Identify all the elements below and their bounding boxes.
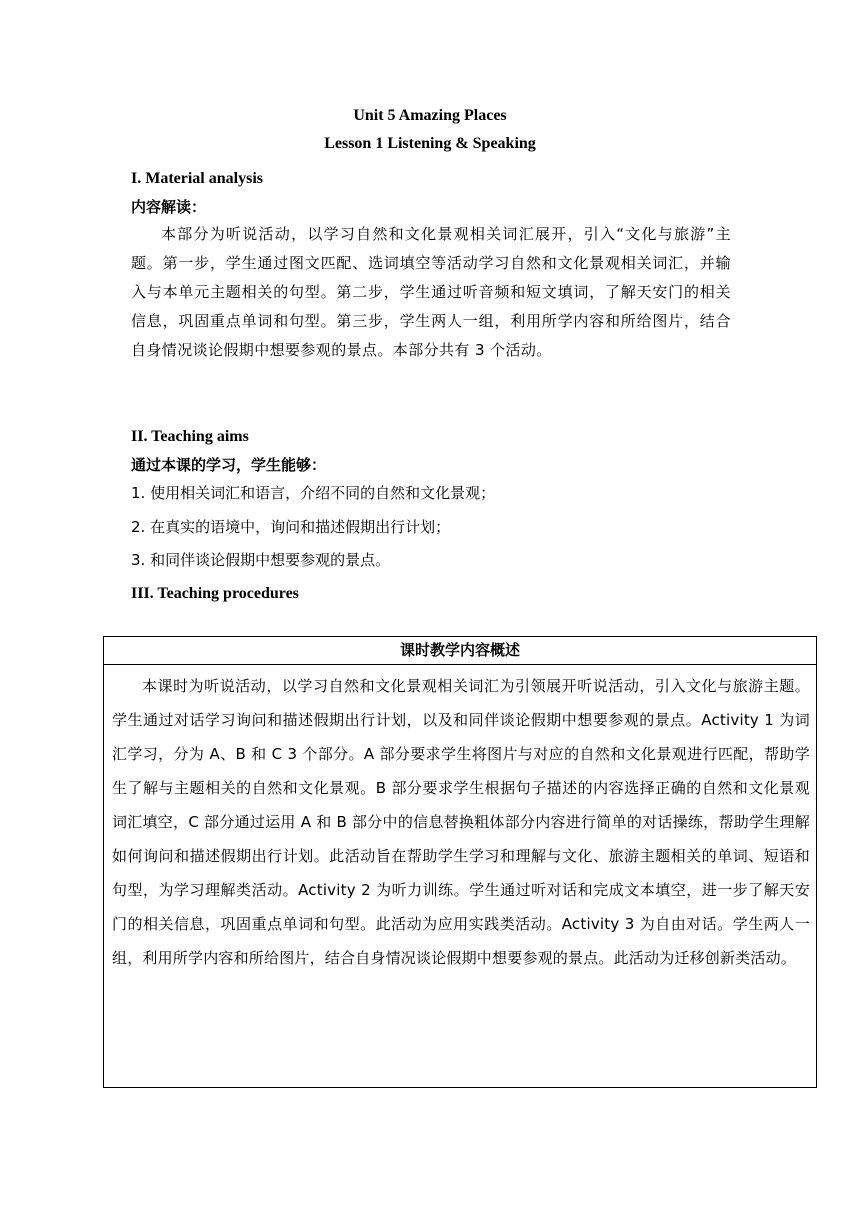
aim-item: 3. 和同伴谈论假期中想要参观的景点。 [131,551,391,569]
section-heading-material-analysis: I. Material analysis [131,170,263,187]
lesson-title: Lesson 1 Listening & Speaking [324,135,536,152]
section-heading-teaching-aims: II. Teaching aims [131,428,249,445]
material-analysis-paragraph: 本部分为听说活动，以学习自然和文化景观相关词汇展开，引入“文化与旅游”主题。第一步，学生通过图文匹配、选词填空等活动学习自然和文化景观相关词汇，并输入与本单元主题相关的句型。第二步，学生通过听音频和短文填词，了解天安门的相关信息，巩固重点单词和句型。第三步，学生两人一组，利用所学内容和所给图片，结合自身情况谈论假期中想要参观的景点。本部分共有 3 个活动。 [131,225,731,359]
aim-item: 2. 在真实的语境中，询问和描述假期出行计划； [131,518,451,536]
unit-title: Unit 5 Amazing Places [353,107,507,124]
section-subheading-content: 内容解读： [131,198,207,216]
aim-item: 1. 使用相关词汇和语言，介绍不同的自然和文化景观； [131,484,496,502]
content-summary-table [103,636,817,1088]
section-heading-teaching-procedures: III. Teaching procedures [131,585,299,602]
table-body-text: 本课时为听说活动，以学习自然和文化景观相关词汇为引领展开听说活动，引入文化与旅游主题。学生通过对话学习询问和描述假期出行计划，以及和同伴谈论假期中想要参观的景点。Activity 1 为词汇学习，分为 A、B 和 C 3 个部分。A 部分要求学生将图片与对应的自然和文化景观进行匹配，帮助学生了解与主题相关的自然和文化景观。B 部分要求学生根据句子描述的内容选择正确的自然和文化景观词汇填空，C 部分通过运用 A 和 B 部分中的信息替换粗体部分内容进行简单的对话操练，帮助学生理解如何询问和描述假期出行计划。此活动旨在帮助学生学习和理解与文化、旅游主题相关的单词、短语和句型，为学习理解类活动。Activity 2 为听力训练。学生通过听对话和完成文本填空，进一步了解天安门的相关信息，巩固重点单词和句型。此活动为应用实践类活动。Activity 3 为自由对话。学生两人一组，利用所学内容和所给图片，结合自身情况谈论假期中想要参观的景点。此活动为迁移创新类活动。 [112,677,810,967]
section-subheading-aims: 通过本课的学习，学生能够： [131,456,327,474]
table-header: 课时教学内容概述 [104,637,816,665]
